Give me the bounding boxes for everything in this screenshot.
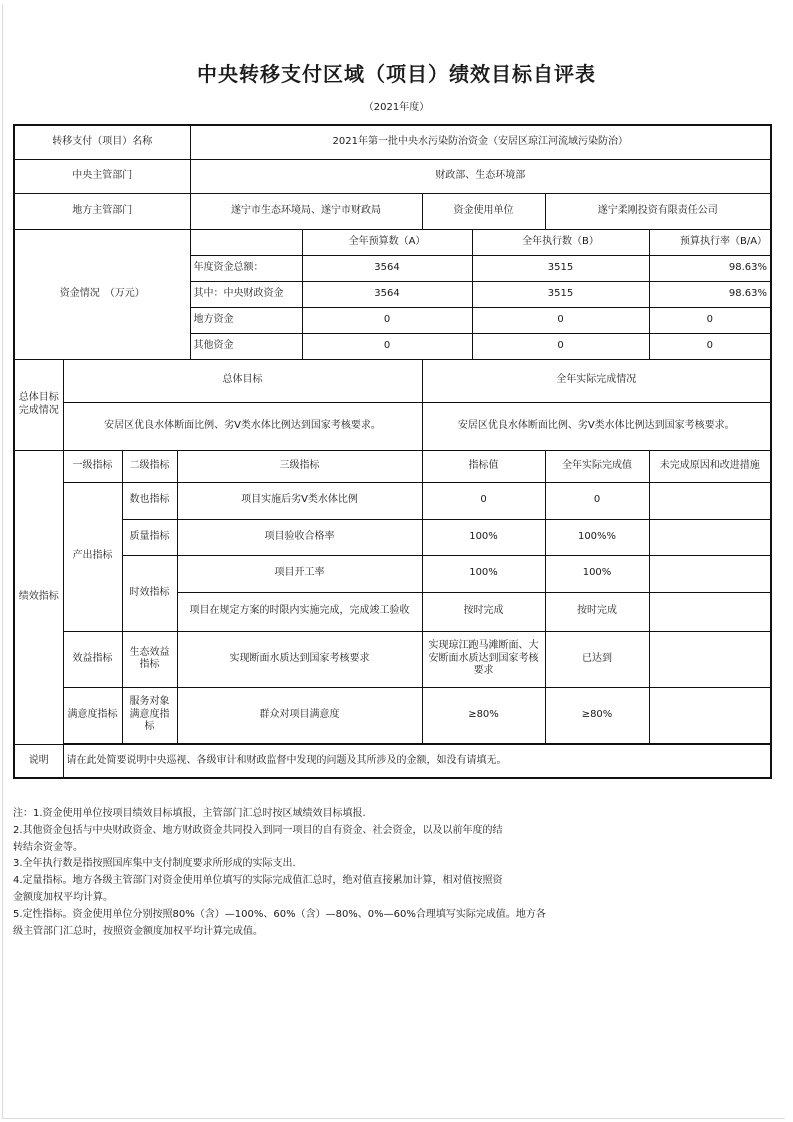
quantity-target: 0 [422, 482, 545, 519]
time1-actual: 100% [545, 555, 649, 592]
satisfaction-level1: 满意度指标 [63, 687, 122, 743]
funds-header-rate: 预算执行率（B/A） [649, 229, 771, 255]
funds-row-executed: 0 [472, 333, 649, 359]
fund-user-value: 遂宁柔刚投资有限责任公司 [545, 193, 771, 229]
funds-row-budget: 0 [302, 307, 472, 333]
quality-reason [649, 519, 771, 555]
perf-header-actual: 全年实际完成值 [545, 450, 649, 482]
funds-row-rate: 98.63% [649, 255, 771, 281]
funds-row-budget: 0 [302, 333, 472, 359]
quantity-level2: 数也指标 [122, 482, 177, 519]
report-year: （2021年度） [363, 102, 430, 113]
overall-label: 总体目标完成情况 [14, 359, 63, 450]
footnote-line: 5.定性指标。资金使用单位分别按照80%（含）—100%、60%（含）—80%、0%—60%合理填写实际完成值。地方各 [13, 908, 546, 920]
local-dept-label: 地方主管部门 [14, 193, 190, 229]
time2-level3: 项目在规定方案的时限内实施完成，完成竣工验收 [177, 592, 422, 631]
quality-level2: 质量指标 [122, 519, 177, 555]
time-level2: 时效指标 [122, 555, 177, 631]
central-dept-value: 财政部、生态环境部 [190, 159, 771, 193]
overall-goal-text: 安居区优良水体断面比例、劣V类水体比例达到国家考核要求。 [63, 402, 422, 450]
benefit-actual: 已达到 [545, 631, 649, 687]
overall-actual-text: 安居区优良水体断面比例、劣V类水体比例达到国家考核要求。 [422, 402, 771, 450]
time2-target: 按时完成 [422, 592, 545, 631]
quantity-level3: 项目实施后劣V类水体比例 [177, 482, 422, 519]
funds-label: 资金情况 （万元） [14, 229, 190, 359]
satisfaction-actual: ≥80% [545, 687, 649, 743]
funds-header-executed: 全年执行数（B） [472, 229, 649, 255]
quality-actual: 100%% [545, 519, 649, 555]
funds-row-executed: 3515 [472, 281, 649, 307]
perf-header-level2: 二级指标 [122, 450, 177, 482]
funds-row-label: 其中：中央财政资金 [190, 281, 302, 307]
footnote-line: 注：1.资金使用单位按项目绩效目标填报，主管部门汇总时按区域绩效目标填报. [13, 808, 366, 819]
time1-reason [649, 555, 771, 592]
footnote-line: 3.全年执行数是指按照国库集中支付制度要求所形成的实际支出. [13, 858, 296, 870]
footnote-line: 2.其他资金包括与中央财政资金、地方财政资金共同投入到同一项目的自有资金、社会资金，以及以前年度的结 [13, 824, 503, 836]
benefit-level3: 实现断面水质达到国家考核要求 [177, 631, 422, 687]
project-name-value: 2021年第一批中央水污染防治资金（安居区琼江河流域污染防治） [190, 125, 771, 159]
benefit-level2: 生态效益指标 [122, 631, 177, 687]
footnote-line: 金额度加权平均计算。 [13, 891, 113, 903]
remark-label: 说明 [14, 744, 63, 778]
perf-header-level1: 一级指标 [63, 450, 122, 482]
satisfaction-reason [649, 687, 771, 743]
local-dept-value: 遂宁市生态环境局、遂宁市财政局 [190, 193, 422, 229]
time1-target: 100% [422, 555, 545, 592]
funds-row-rate: 0 [649, 307, 771, 333]
footnote-line: 转结余资金等。 [13, 841, 83, 853]
overall-actual-header: 全年实际完成情况 [422, 359, 771, 402]
satisfaction-level3: 群众对项目满意度 [177, 687, 422, 743]
funds-row-label: 年度资金总额： [190, 255, 302, 281]
time1-level3: 项目开工率 [177, 555, 422, 592]
footnotes [13, 806, 653, 940]
perf-header-level3: 三级指标 [177, 450, 422, 482]
satisfaction-target: ≥80% [422, 687, 545, 743]
funds-row-label: 地方资金 [190, 307, 302, 333]
evaluation-table [13, 124, 772, 779]
funds-row-rate: 98.63% [649, 281, 771, 307]
central-dept-label: 中央主管部门 [14, 159, 190, 193]
funds-row-budget: 3564 [302, 281, 472, 307]
funds-header-budget: 全年预算数（A） [302, 229, 472, 255]
perf-label: 绩效指标 [14, 450, 63, 744]
quality-level3: 项目验收合格率 [177, 519, 422, 555]
fund-user-label: 资金使用单位 [422, 193, 545, 229]
overall-goal-header: 总体目标 [63, 359, 422, 402]
benefit-reason [649, 631, 771, 687]
funds-row-executed: 3515 [472, 255, 649, 281]
perf-header-reason: 未完成原因和改进措施 [649, 450, 771, 482]
satisfaction-level2: 服务对象满意度指标 [122, 687, 177, 743]
benefit-level1: 效益指标 [63, 631, 122, 687]
time2-actual: 按时完成 [545, 592, 649, 631]
quality-target: 100% [422, 519, 545, 555]
benefit-target: 实现琼江跑马滩断面、大安断面水质达到国家考核要求 [422, 631, 545, 687]
quantity-actual: 0 [545, 482, 649, 519]
funds-row-rate: 0 [649, 333, 771, 359]
time2-reason [649, 592, 771, 631]
footnote-line: 4.定量指标。地方各级主管部门对资金使用单位填写的实际完成值汇总时，绝对值直接累加计算，相对值按照资 [13, 875, 503, 887]
project-name-label: 转移支付（项目）名称 [14, 125, 190, 159]
quantity-reason [649, 482, 771, 519]
funds-row-label: 其他资金 [190, 333, 302, 359]
funds-header-blank [190, 229, 302, 255]
perf-header-target: 指标值 [422, 450, 545, 482]
page-title: 中央转移支付区域（项目）绩效目标自评表 [197, 62, 596, 86]
remark-text: 请在此处简要说明中央巡视、各级审计和财政监督中发现的问题及其所涉及的金额，如没有请填无。 [63, 744, 771, 778]
funds-row-executed: 0 [472, 307, 649, 333]
footnote-line: 级主管部门汇总时，按照资金额度加权平均计算完成值。 [13, 925, 263, 937]
funds-row-budget: 3564 [302, 255, 472, 281]
output-level1: 产出指标 [63, 482, 122, 631]
